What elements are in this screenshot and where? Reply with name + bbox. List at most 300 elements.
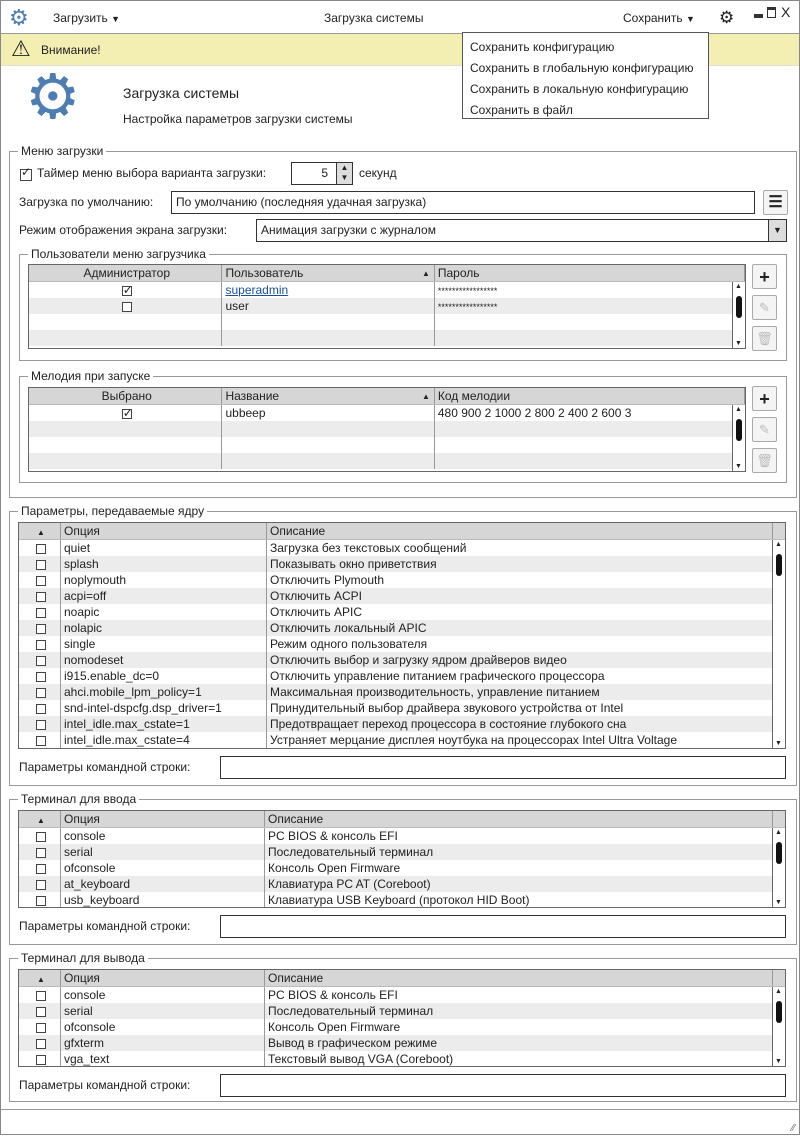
- table-cell: [222, 421, 434, 437]
- option-name: nomodeset: [64, 653, 124, 667]
- scroll-down-icon[interactable]: ▼: [775, 1058, 782, 1065]
- page-title: Загрузка системы: [123, 85, 240, 101]
- input-terminal-cmdline-input[interactable]: [220, 915, 786, 938]
- table-cell: [265, 892, 773, 908]
- scroll-up-icon[interactable]: ▲: [775, 829, 782, 836]
- user-name: user: [225, 299, 249, 313]
- table-cell: [267, 716, 773, 732]
- option-checkbox[interactable]: [36, 880, 46, 890]
- melody-name: ubbeep: [225, 406, 266, 420]
- option-name: intel_idle.max_cstate=1: [64, 717, 190, 731]
- table-cell: [267, 668, 773, 684]
- option-description: Предотвращает переход процессора в состояние глубокого сна: [270, 717, 627, 731]
- option-checkbox[interactable]: [36, 560, 46, 570]
- column-header[interactable]: [265, 811, 773, 827]
- group-legend: Меню загрузки: [18, 144, 106, 158]
- option-name: gfxterm: [64, 1036, 105, 1050]
- group-legend: Терминал для ввода: [18, 792, 139, 806]
- default-boot-label: Загрузка по умолчанию:: [19, 195, 154, 209]
- option-description: PC BIOS & консоль EFI: [268, 988, 398, 1002]
- table-cell: [19, 828, 61, 844]
- option-name: single: [64, 637, 96, 651]
- column-label: Опция: [64, 812, 100, 826]
- table-row[interactable]: [29, 453, 745, 469]
- timer-value: 5: [321, 166, 328, 180]
- column-label: Пользователь: [225, 266, 304, 280]
- option-description: Вывод в графическом режиме: [268, 1036, 438, 1050]
- table-cell: [61, 844, 265, 860]
- table-cell: [61, 636, 267, 652]
- caret-down-icon: ▼: [768, 220, 786, 241]
- table-cell: [222, 282, 434, 298]
- column-header[interactable]: [435, 265, 745, 281]
- table-cell: [19, 556, 61, 572]
- column-header[interactable]: [61, 970, 265, 986]
- admin-checkbox[interactable]: [122, 302, 132, 312]
- vertical-scrollbar[interactable]: [772, 828, 785, 907]
- sort-asc-icon: ▲: [37, 528, 45, 537]
- table-cell: [435, 437, 745, 453]
- settings-gear-icon[interactable]: ⚙: [719, 8, 735, 27]
- option-description: Показывать окно приветствия: [270, 557, 437, 571]
- sort-asc-icon: ▲: [37, 816, 45, 825]
- table-header: [29, 388, 745, 405]
- table-row[interactable]: [19, 652, 785, 668]
- option-checkbox[interactable]: [36, 704, 46, 714]
- table-row[interactable]: [29, 282, 745, 298]
- column-label: Пароль: [437, 266, 480, 280]
- vertical-scrollbar[interactable]: [772, 540, 785, 748]
- table-cell: [19, 1003, 61, 1019]
- scroll-down-icon[interactable]: ▼: [775, 899, 782, 906]
- table-cell: [61, 652, 267, 668]
- table-body: [19, 828, 785, 908]
- table-row[interactable]: [19, 828, 785, 844]
- column-label: Администратор: [83, 266, 171, 280]
- window-title: Загрузка системы: [324, 11, 424, 25]
- column-header[interactable]: [222, 388, 434, 404]
- table-cell: [265, 876, 773, 892]
- table-cell: [61, 828, 265, 844]
- table-cell: [265, 1051, 773, 1067]
- table-cell: [267, 604, 773, 620]
- option-description: Максимальная производительность, управление питанием: [270, 685, 600, 699]
- sort-asc-icon: ▲: [37, 975, 45, 984]
- table-cell: [29, 282, 222, 298]
- option-description: Консоль Open Firmware: [268, 861, 401, 875]
- table-cell: [19, 652, 61, 668]
- option-name: i915.enable_dc=0: [64, 669, 160, 683]
- warning-text: Внимание!: [41, 43, 101, 57]
- table-cell: [435, 314, 745, 330]
- table-cell: [435, 405, 745, 421]
- table-cell: [267, 732, 773, 748]
- caret-down-icon: ▼: [111, 14, 121, 24]
- option-checkbox[interactable]: [36, 864, 46, 874]
- option-name: at_keyboard: [64, 877, 131, 891]
- kernel-options-table: [18, 522, 786, 749]
- table-cell: [19, 860, 61, 876]
- table-header: [19, 970, 785, 987]
- option-name: nolapic: [64, 621, 103, 635]
- table-row[interactable]: [19, 876, 785, 892]
- option-name: usb_keyboard: [64, 893, 140, 907]
- table-cell: [61, 620, 267, 636]
- table-cell: [265, 828, 773, 844]
- column-header[interactable]: [265, 970, 773, 986]
- option-name: intel_idle.max_cstate=4: [64, 733, 190, 747]
- column-header[interactable]: [435, 388, 745, 404]
- table-row[interactable]: [29, 314, 745, 330]
- table-cell: [29, 405, 222, 421]
- table-cell: [61, 1051, 265, 1067]
- table-cell: [29, 437, 222, 453]
- table-row[interactable]: [19, 1035, 785, 1051]
- scroll-thumb[interactable]: [736, 296, 742, 318]
- table-cell: [61, 572, 267, 588]
- option-description: Устраняет мерцание дисплея ноутбука на процессорах Intel Ultra Voltage: [270, 733, 677, 747]
- table-cell: [19, 892, 61, 908]
- option-checkbox[interactable]: [36, 608, 46, 618]
- option-name: ahci.mobile_lpm_policy=1: [64, 685, 202, 699]
- option-name: serial: [64, 1004, 93, 1018]
- password-mask: *****************: [437, 302, 498, 312]
- table-row[interactable]: [19, 732, 785, 748]
- load-menu-button[interactable]: [53, 11, 120, 25]
- option-checkbox[interactable]: [36, 1055, 46, 1065]
- scroll-down-icon[interactable]: ▼: [735, 340, 742, 347]
- table-row[interactable]: [19, 668, 785, 684]
- option-description: PC BIOS & консоль EFI: [268, 829, 398, 843]
- table-cell: [61, 700, 267, 716]
- table-row[interactable]: [19, 1019, 785, 1035]
- table-row[interactable]: [19, 684, 785, 700]
- option-checkbox[interactable]: [36, 720, 46, 730]
- table-header: [19, 811, 785, 828]
- password-mask: *****************: [437, 286, 498, 296]
- boot-mode-value: Анимация загрузки с журналом: [261, 223, 436, 237]
- table-cell: [267, 652, 773, 668]
- default-boot-value: По умолчанию (последняя удачная загрузка): [176, 195, 427, 209]
- table-row[interactable]: [19, 987, 785, 1003]
- save-menu-item[interactable]: Сохранить конфигурацию: [470, 40, 615, 54]
- option-checkbox[interactable]: [36, 672, 46, 682]
- maximize-icon[interactable]: [767, 7, 776, 18]
- resize-grip-icon[interactable]: ⁄⁄: [791, 1123, 795, 1134]
- option-name: serial: [64, 845, 93, 859]
- table-cell: [222, 330, 434, 346]
- cmdline-label: Параметры командной строки:: [19, 919, 191, 933]
- table-cell: [61, 987, 265, 1003]
- column-header[interactable]: [61, 523, 267, 539]
- column-header[interactable]: [29, 265, 222, 281]
- output-terminal-cmdline-input[interactable]: [220, 1074, 786, 1097]
- table-cell: [19, 1019, 61, 1035]
- boot-mode-select[interactable]: [256, 219, 787, 242]
- option-name: noplymouth: [64, 573, 127, 587]
- table-cell: [19, 668, 61, 684]
- table-cell: [61, 668, 267, 684]
- vertical-scrollbar[interactable]: [732, 405, 745, 471]
- melody-table: [28, 387, 746, 472]
- scroll-down-icon[interactable]: ▼: [735, 463, 742, 470]
- table-cell: [267, 572, 773, 588]
- table-cell: [435, 421, 745, 437]
- table-cell: [61, 1035, 265, 1051]
- column-header[interactable]: [267, 523, 773, 539]
- table-body: [29, 405, 745, 469]
- scroll-thumb[interactable]: [736, 419, 742, 441]
- delete-melody-button[interactable]: 🗑: [752, 448, 777, 473]
- scroll-thumb[interactable]: [776, 842, 782, 864]
- column-label: Код мелодии: [437, 389, 511, 403]
- option-description: Последовательный терминал: [268, 1004, 434, 1018]
- sort-asc-icon: ▲: [421, 392, 430, 401]
- save-menu-button[interactable]: [623, 11, 695, 25]
- table-cell: [19, 684, 61, 700]
- table-row[interactable]: [29, 421, 745, 437]
- table-row[interactable]: [19, 892, 785, 908]
- table-cell: [19, 588, 61, 604]
- save-menu-item[interactable]: Сохранить в локальную конфигурацию: [470, 82, 689, 96]
- table-cell: [267, 636, 773, 652]
- table-row[interactable]: [19, 572, 785, 588]
- table-cell: [19, 572, 61, 588]
- table-row[interactable]: [19, 620, 785, 636]
- option-checkbox[interactable]: [36, 736, 46, 746]
- table-cell: [19, 540, 61, 556]
- table-cell: [61, 892, 265, 908]
- column-label: Описание: [268, 971, 324, 985]
- table-cell: [61, 588, 267, 604]
- app-gears-icon: ⚙: [9, 5, 29, 30]
- melody-checkbox[interactable]: [122, 409, 132, 419]
- table-cell: [267, 540, 773, 556]
- table-cell: [61, 540, 267, 556]
- add-melody-button[interactable]: +: [752, 386, 777, 411]
- option-checkbox[interactable]: [36, 832, 46, 842]
- edit-user-button[interactable]: ✎: [752, 295, 777, 320]
- table-cell: [267, 700, 773, 716]
- table-cell: [267, 588, 773, 604]
- save-menu-item[interactable]: Сохранить в глобальную конфигурацию: [470, 61, 694, 75]
- table-cell: [29, 330, 222, 346]
- edit-melody-button[interactable]: ✎: [752, 417, 777, 442]
- option-checkbox[interactable]: [36, 1039, 46, 1049]
- option-checkbox[interactable]: [36, 1007, 46, 1017]
- save-menu-item[interactable]: Сохранить в файл: [470, 103, 573, 117]
- cmdline-label: Параметры командной строки:: [19, 760, 191, 774]
- scroll-down-icon[interactable]: ▼: [775, 740, 782, 747]
- close-icon[interactable]: X: [781, 4, 791, 20]
- column-header[interactable]: [29, 388, 222, 404]
- table-row[interactable]: [19, 540, 785, 556]
- table-body: [19, 987, 785, 1067]
- table-row[interactable]: [29, 330, 745, 346]
- option-name: console: [64, 988, 106, 1002]
- table-cell: [267, 556, 773, 572]
- table-row[interactable]: [29, 437, 745, 453]
- table-row[interactable]: [19, 716, 785, 732]
- vertical-scrollbar[interactable]: [732, 282, 745, 348]
- load-label: Загрузить: [53, 11, 108, 25]
- table-cell: [29, 421, 222, 437]
- table-cell: [61, 732, 267, 748]
- column-header[interactable]: [222, 265, 434, 281]
- group-legend: Параметры, передаваемые ядру: [18, 504, 207, 518]
- table-cell: [61, 716, 267, 732]
- group-legend: Мелодия при запуске: [28, 369, 153, 383]
- scroll-thumb[interactable]: [776, 554, 782, 576]
- output-terminal-table: [18, 969, 786, 1067]
- table-row[interactable]: [19, 844, 785, 860]
- table-cell: [19, 1035, 61, 1051]
- table-row[interactable]: [19, 1051, 785, 1067]
- checkbox-column-header[interactable]: [19, 970, 61, 986]
- option-description: Отключить локальный APIC: [270, 621, 427, 635]
- vertical-scrollbar[interactable]: [772, 987, 785, 1066]
- save-dropdown-menu: [462, 32, 709, 119]
- table-row[interactable]: [19, 604, 785, 620]
- table-body: [29, 282, 745, 346]
- table-cell: [19, 716, 61, 732]
- table-cell: [265, 987, 773, 1003]
- table-header: [19, 523, 785, 540]
- admin-checkbox[interactable]: [122, 286, 132, 296]
- table-cell: [29, 314, 222, 330]
- option-name: console: [64, 829, 106, 843]
- status-bar: [1, 1109, 799, 1136]
- table-cell: [61, 860, 265, 876]
- input-terminal-table: [18, 810, 786, 908]
- table-cell: [435, 330, 745, 346]
- option-description: Отключить APIC: [270, 605, 362, 619]
- table-cell: [61, 1003, 265, 1019]
- option-checkbox[interactable]: [36, 544, 46, 554]
- table-cell: [19, 876, 61, 892]
- table-cell: [265, 1019, 773, 1035]
- timer-label: Таймер меню выбора варианта загрузки:: [37, 166, 267, 180]
- option-checkbox[interactable]: [36, 896, 46, 906]
- option-checkbox[interactable]: [36, 576, 46, 586]
- table-cell: [267, 684, 773, 700]
- caret-down-icon: ▼: [685, 14, 695, 24]
- table-cell: [19, 987, 61, 1003]
- delete-user-button[interactable]: 🗑: [752, 326, 777, 351]
- checkbox-column-header[interactable]: [19, 811, 61, 827]
- option-checkbox[interactable]: [36, 688, 46, 698]
- add-user-button[interactable]: +: [752, 264, 777, 289]
- table-cell: [265, 1003, 773, 1019]
- table-cell: [222, 298, 434, 314]
- option-name: quiet: [64, 541, 91, 555]
- table-cell: [61, 684, 267, 700]
- option-description: Режим одного пользователя: [270, 637, 428, 651]
- option-checkbox[interactable]: [36, 656, 46, 666]
- menu-list-button[interactable]: ☰: [763, 190, 788, 215]
- option-description: Отключить управление питанием графического процессора: [270, 669, 605, 683]
- option-checkbox[interactable]: [36, 640, 46, 650]
- warning-icon: ⚠: [11, 36, 31, 61]
- column-header[interactable]: [61, 811, 265, 827]
- melody-code: 480 900 2 1000 2 800 2 400 2 600 3: [437, 406, 632, 420]
- option-name: ofconsole: [64, 861, 116, 875]
- table-row[interactable]: [19, 556, 785, 572]
- column-label: Опция: [64, 524, 100, 538]
- table-cell: [61, 876, 265, 892]
- option-checkbox[interactable]: [36, 624, 46, 634]
- table-cell: [61, 556, 267, 572]
- scroll-up-icon[interactable]: ▲: [775, 988, 782, 995]
- user-name[interactable]: superadmin: [225, 283, 289, 297]
- table-row[interactable]: [29, 298, 745, 314]
- option-name: noapic: [64, 605, 100, 619]
- table-cell: [435, 453, 745, 469]
- table-row[interactable]: [19, 588, 785, 604]
- scroll-up-icon[interactable]: ▲: [775, 541, 782, 548]
- table-cell: [19, 732, 61, 748]
- option-checkbox[interactable]: [36, 1023, 46, 1033]
- option-description: Отключить Plymouth: [270, 573, 385, 587]
- timer-unit: секунд: [359, 166, 397, 180]
- page-subtitle: Настройка параметров загрузки системы: [123, 112, 353, 126]
- table-row[interactable]: [19, 860, 785, 876]
- option-description: Последовательный терминал: [268, 845, 434, 859]
- table-body: [19, 540, 785, 748]
- timer-checkbox[interactable]: [20, 169, 32, 181]
- users-table: [28, 264, 746, 349]
- column-label: Выбрано: [101, 389, 152, 403]
- column-label: Описание: [268, 812, 324, 826]
- table-cell: [19, 700, 61, 716]
- checkbox-column-header[interactable]: [19, 523, 61, 539]
- minimize-icon[interactable]: [754, 14, 763, 18]
- table-cell: [19, 844, 61, 860]
- option-name: acpi=off: [64, 589, 107, 603]
- scroll-up-icon[interactable]: ▲: [735, 406, 742, 413]
- column-label: Название: [225, 389, 280, 403]
- spin-arrows-icon[interactable]: ▲ ▼: [336, 163, 352, 184]
- kernel-cmdline-input[interactable]: [220, 756, 786, 779]
- scroll-up-icon[interactable]: ▲: [735, 283, 742, 290]
- table-row[interactable]: [19, 700, 785, 716]
- scroll-thumb[interactable]: [776, 1001, 782, 1023]
- table-cell: [29, 453, 222, 469]
- table-cell: [222, 437, 434, 453]
- table-cell: [265, 860, 773, 876]
- table-cell: [222, 405, 434, 421]
- option-description: Клавиатура PC AT (Coreboot): [268, 877, 431, 891]
- option-checkbox[interactable]: [36, 848, 46, 858]
- table-row[interactable]: [19, 636, 785, 652]
- table-cell: [265, 1035, 773, 1051]
- option-checkbox[interactable]: [36, 991, 46, 1001]
- default-boot-field[interactable]: [171, 191, 755, 214]
- option-description: Клавиатура USB Keyboard (протокол HID Boot): [268, 893, 530, 907]
- cmdline-label: Параметры командной строки:: [19, 1078, 191, 1092]
- option-checkbox[interactable]: [36, 592, 46, 602]
- option-description: Отключить выбор и загрузку ядром драйверов видео: [270, 653, 567, 667]
- table-row[interactable]: [29, 405, 745, 421]
- table-row[interactable]: [19, 1003, 785, 1019]
- table-cell: [435, 298, 745, 314]
- sort-asc-icon: ▲: [421, 269, 430, 278]
- column-label: Опция: [64, 971, 100, 985]
- table-cell: [222, 453, 434, 469]
- option-description: Отключить ACPI: [270, 589, 362, 603]
- table-cell: [19, 620, 61, 636]
- option-description: Загрузка без текстовых сообщений: [270, 541, 467, 555]
